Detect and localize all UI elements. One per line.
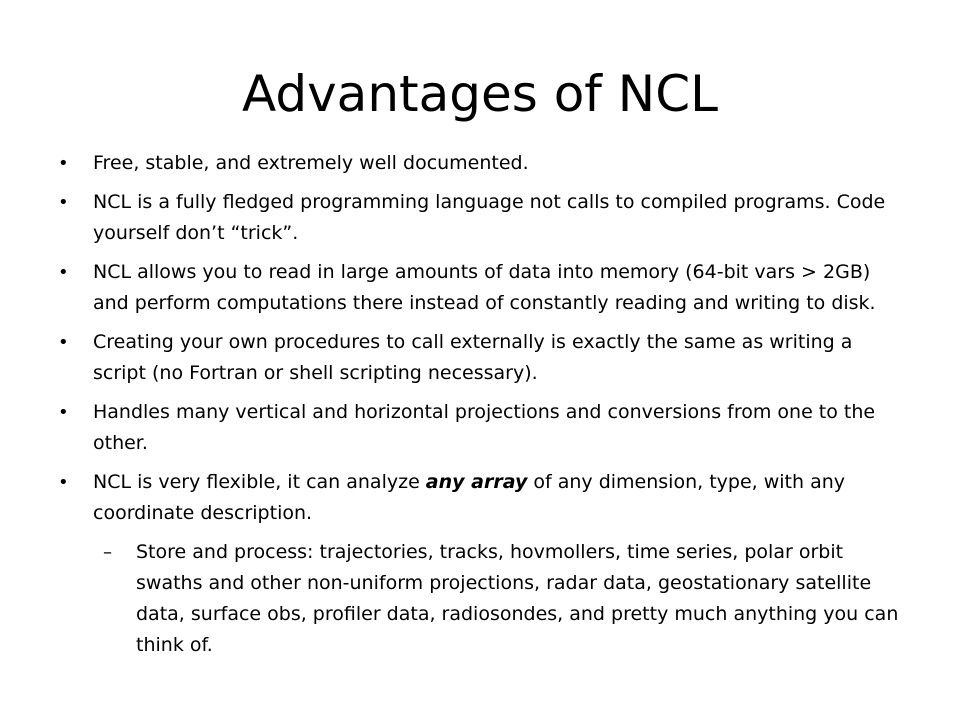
bullet-marker: •: [58, 472, 69, 493]
slide-title: Advantages of NCL: [242, 65, 718, 123]
bullet-marker: •: [58, 153, 69, 174]
bullet-text-after: of any dimension, type, with any coordinate description.: [93, 471, 845, 524]
bullet-item-flexible: [58, 467, 908, 661]
sub-bullet-marker: –: [103, 542, 112, 563]
bullet-marker: •: [58, 192, 69, 213]
bullet-marker: •: [58, 332, 69, 353]
sub-bullet-text: Store and process: trajectories, tracks, hovmollers, time series, polar orbit swaths and other non-uniform projections, radar data, geostationary satellite data, surface obs, profiler data, radiosondes, and pretty much anything you can think of.: [136, 541, 899, 656]
sub-bullet-list: [93, 537, 908, 661]
bullet-list: [0, 148, 960, 669]
bullet-text: NCL allows you to read in large amounts of data into memory (64-bit vars > 2GB) and perform computations there instead of constantly reading and writing to disk.: [93, 261, 876, 314]
bullet-emphasis: any array: [425, 471, 528, 493]
bullet-text: Creating your own procedures to call externally is exactly the same as writing a script (no Fortran or shell scripting necessary).: [93, 331, 853, 384]
bullet-item-projections: [58, 397, 908, 459]
bullet-text-before: NCL is very flexible, it can analyze: [93, 471, 426, 493]
bullet-item-memory: [58, 257, 908, 319]
bullet-text: NCL is a fully fledged programming language not calls to compiled programs. Code yourself don’t “trick”.: [93, 191, 886, 244]
bullet-item-programming-language: [58, 187, 908, 249]
bullet-text: Handles many vertical and horizontal projections and conversions from one to the other.: [93, 401, 876, 454]
bullet-marker: •: [58, 262, 69, 283]
bullet-item-procedures: [58, 327, 908, 389]
bullet-marker: •: [58, 402, 69, 423]
sub-bullet-item-store-process: [103, 537, 906, 661]
bullet-text: Free, stable, and extremely well documented.: [93, 152, 529, 174]
bullet-item-free-stable: [58, 148, 908, 179]
